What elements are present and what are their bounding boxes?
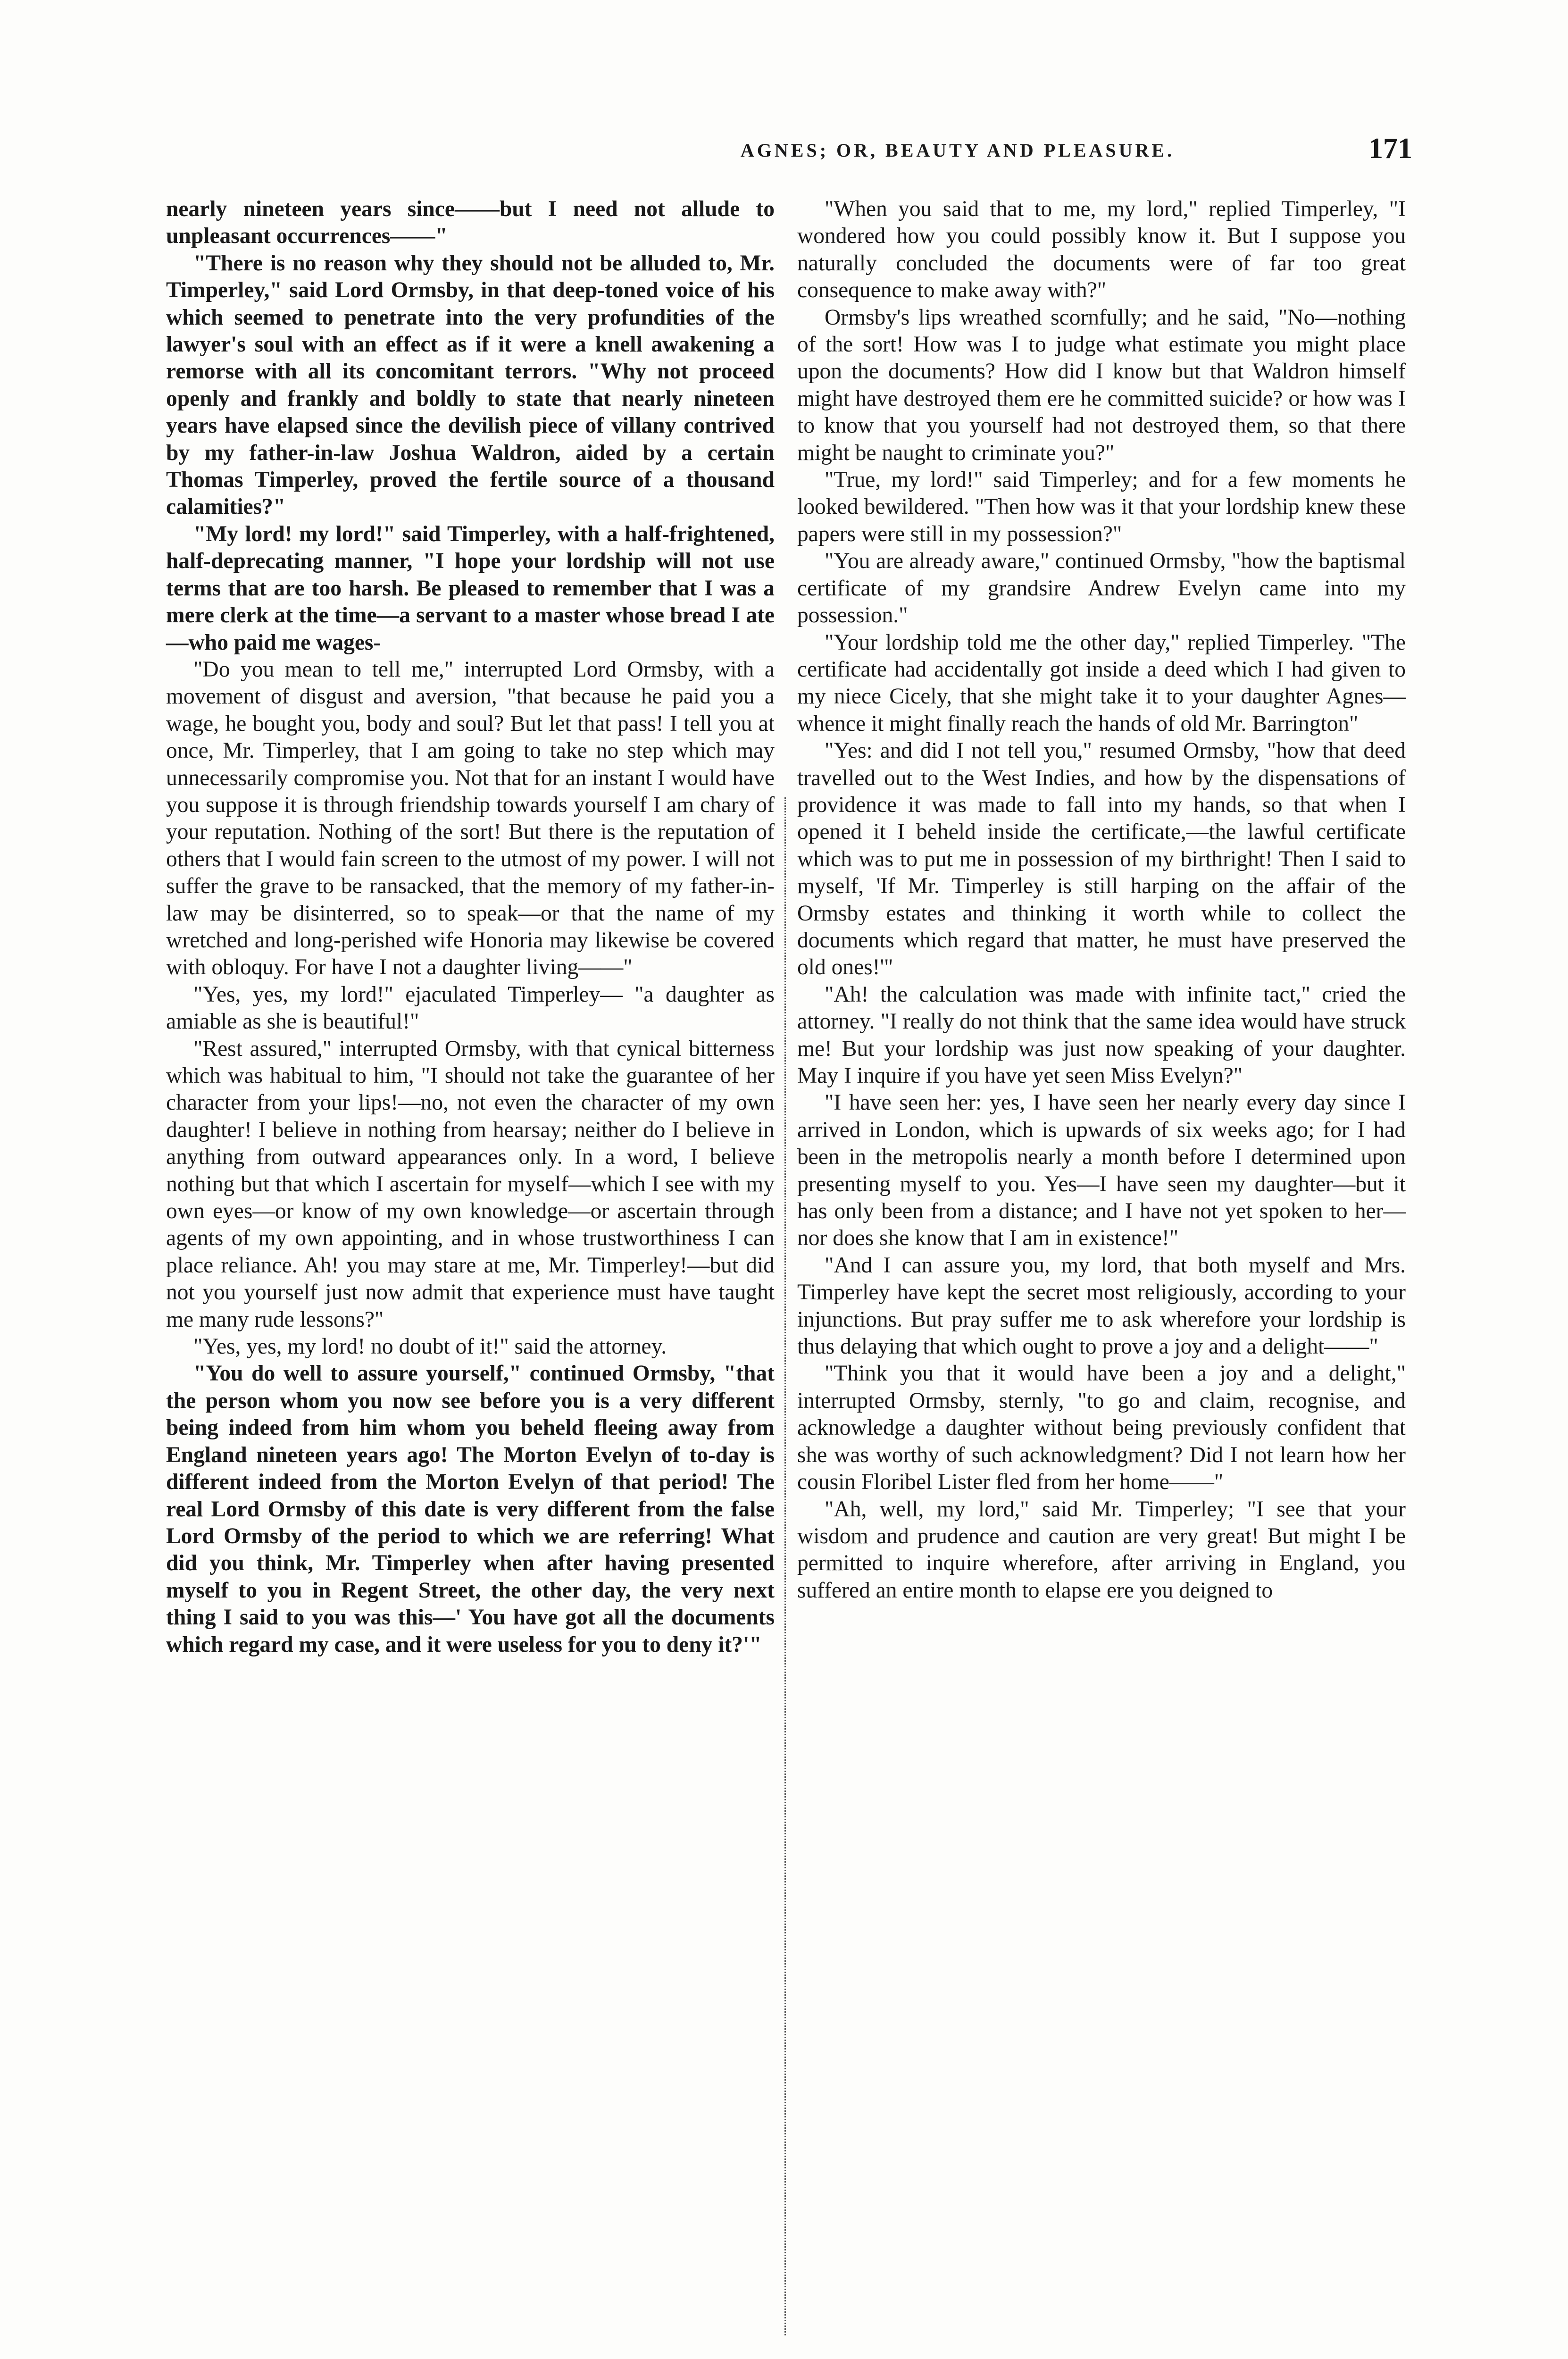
paragraph: "You are already aware," continued Ormsby, "how the baptismal certificate of my grandsire Andrew Evelyn came into my possession." — [797, 549, 1406, 628]
paragraph: "Do you mean to tell me," interrupted Lord Ormsby, with a movement of disgust and aversion, "that because he paid you a wage, he bought you, body and soul? But let that pass! I tell you at once, Mr. Timperley, that I am going to take no step which may unnecessarily compromise you. Not that for an instant I would have you suppose it is through friendship towards yourself I am chary of your reputation. Nothing of the sort! But there is the reputation of others that I would fain screen to the utmost of my power. I will not suffer the grave to be ransacked, that the memory of my father-in-law may be disinterred, so to speak—or that the name of my wretched and long-perished wife Honoria may likewise be covered with obloquy. For have I not a daughter living——" — [166, 657, 775, 980]
paragraph: "Ah! the calculation was made with infinite tact," cried the attorney. "I really do not think that the same idea would have struck me! But your lordship was just now speaking of your daughter. May I inquire if you have yet seen Miss Evelyn?" — [797, 982, 1406, 1088]
paragraph: "You do well to assure yourself," continued Ormsby, "that the person whom you now see before you is a very different being indeed from him whom you beheld fleeing away from England nineteen years ago! The Morton Evelyn of to-day is different indeed from the Morton Evelyn of that period! The real Lord Ormsby of this date is very different from the false Lord Ormsby of the period to which we are referring! What did you think, Mr. Timperley when after having presented myself to you in Regent Street, the other day, the very next thing I said to you was this—' You have got all the documents which regard my case, and it were useless for you to deny it?'" — [166, 1361, 775, 1657]
paragraph: "And I can assure you, my lord, that both myself and Mrs. Timperley have kept the secret most religiously, according to your injunctions. But pray suffer me to ask wherefore your lordship is thus delaying that which ought to prove a joy and a delight——" — [797, 1253, 1406, 1359]
right-text-column — [797, 196, 1406, 1604]
paragraph: "When you said that to me, my lord," replied Timperley, "I wondered how you could possibly know it. But I suppose you naturally concluded the documents were of far too great consequence to make away with?" — [797, 197, 1406, 303]
paragraph: "Ah, well, my lord," said Mr. Timperley; "I see that your wisdom and prudence and caution are very great! But might I be permitted to inquire wherefore, after arriving in England, you suffered an entire month to elapse ere you deigned to — [797, 1497, 1406, 1603]
paragraph: "Rest assured," interrupted Ormsby, with that cynical bitterness which was habitual to him, "I should not take the guarantee of her character from your lips!—no, not even the character of my own daughter! I believe in nothing from hearsay; neither do I believe in anything from outward appearances only. In a word, I believe nothing but that which I ascertain for myself—which I see with my own eyes—or know of my own knowledge—or ascertain through agents of my own appointing, and in whose trustworthiness I can place reliance. Ah! you may stare at me, Mr. Timperley!—but did not you yourself just now admit that experience must have taught me many rude lessons?" — [166, 1036, 775, 1332]
left-text-column — [166, 196, 775, 1658]
running-title: AGNES; OR, BEAUTY AND PLEASURE. — [740, 140, 1175, 161]
paragraph: "Think you that it would have been a joy and a delight," interrupted Ormsby, sternly, "to go and claim, recognise, and acknowledge a daughter without being previously confident that she was worthy of such acknowledgment? Did I not learn how her cousin Floribel Lister fled from her home——" — [797, 1361, 1406, 1495]
column-divider — [784, 797, 786, 2335]
paragraph: "There is no reason why they should not be alluded to, Mr. Timperley," said Lord Ormsby, in that deep-toned voice of his which seemed to penetrate into the very profundities of the lawyer's soul with an effect as if it were a knell awakening a remorse with all its concomitant terrors. "Why not proceed openly and frankly and boldly to state that nearly nineteen years have elapsed since the devilish piece of villany contrived by my father-in-law Joshua Waldron, aided by a certain Thomas Timperley, proved the fertile source of a thousand calamities?" — [166, 251, 775, 519]
paragraph: "Yes, yes, my lord!" ejaculated Timperley— "a daughter as amiable as she is beautiful!" — [166, 982, 775, 1034]
paragraph: "True, my lord!" said Timperley; and for a few moments he looked bewildered. "Then how was it that your lordship knew these papers were still in my possession?" — [797, 468, 1406, 546]
paragraph: "My lord! my lord!" said Timperley, with a half-frightened, half-deprecating manner, "I hope your lordship will not use terms that are too harsh. Be pleased to remember that I was a mere clerk at the time—a servant to a master whose bread I ate—who paid me wages- — [166, 521, 775, 655]
paragraph: nearly nineteen years since——but I need not allude to unpleasant occurrences——" — [166, 197, 775, 249]
paragraph: "Your lordship told me the other day," replied Timperley. "The certificate had accidentally got inside a deed which I had given to my niece Cicely, that she might take it to your daughter Agnes—whence it might finally reach the hands of old Mr. Barrington" — [797, 630, 1406, 736]
paragraph: "Yes, yes, my lord! no doubt of it!" said the attorney. — [193, 1334, 667, 1359]
paragraph: "I have seen her: yes, I have seen her nearly every day since I arrived in London, which is upwards of six weeks ago; for I had been in the metropolis nearly a month before I determined upon presenting myself to you. Yes—I have seen my daughter—but it has only been from a distance; and I have not yet spoken to her—nor does she know that I am in existence!" — [797, 1090, 1406, 1251]
page-number: 171 — [1368, 133, 1412, 165]
paragraph: Ormsby's lips wreathed scornfully; and he said, "No—nothing of the sort! How was I to judge what estimate you might place upon the documents? How did I know but that Waldron himself might have destroyed them ere he committed suicide? or how was I to know that you yourself had not destroyed them, so that there might be naught to criminate you?" — [797, 305, 1406, 465]
paragraph: "Yes: and did I not tell you," resumed Ormsby, "how that deed travelled out to the West Indies, and how by the dispensations of providence it was made to fall into my hands, so that when I opened it I beheld inside the certificate,—the lawful certificate which was to put me in possession of my birthright! Then I said to myself, 'If Mr. Timperley is still harping on the affair of the Ormsby estates and thinking it worth while to collect the documents which regard that matter, he must have preserved the old ones!'" — [797, 738, 1406, 980]
